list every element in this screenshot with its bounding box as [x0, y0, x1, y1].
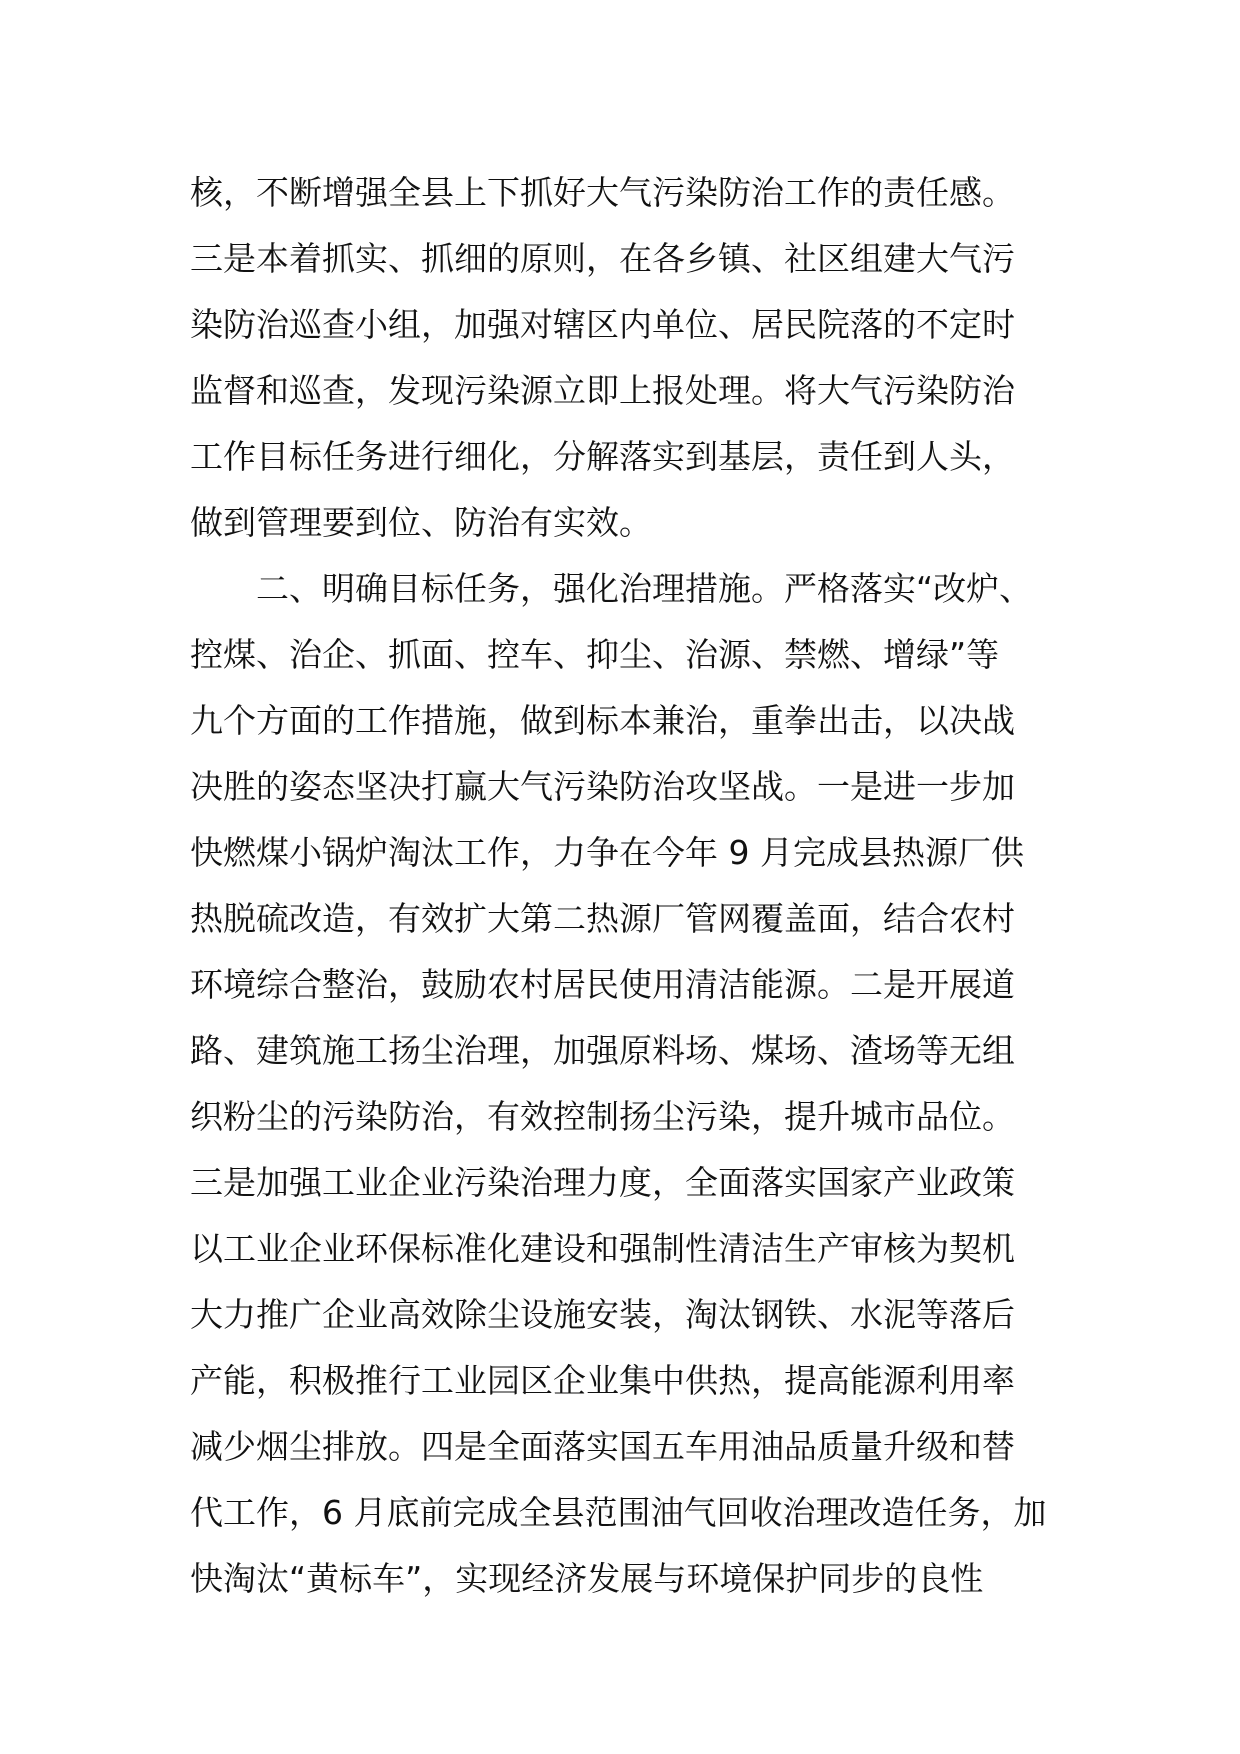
text-line: 以工业企业环保标准化建设和强制性清洁生产审核为契机	[190, 1229, 1015, 1268]
text-line: 快淘汰“黄标车”，实现经济发展与环境保护同步的良性	[190, 1559, 984, 1598]
text-line: 决胜的姿态坚决打赢大气污染防治攻坚战。一是进一步加	[190, 767, 1015, 806]
text-line: 工作目标任务进行细化，分解落实到基层，责任到人头，	[190, 437, 1015, 476]
text-line: 织粉尘的污染防治，有效控制扬尘污染，提升城市品位。	[190, 1097, 1015, 1136]
text-line: 快燃煤小锅炉淘汰工作，力争在今年 9 月完成县热源厂供	[190, 833, 1024, 872]
text-line: 二、明确目标任务，强化治理措施。严格落实“改炉、	[190, 569, 1033, 608]
body-text	[190, 160, 1090, 1612]
text-line: 监督和巡查，发现污染源立即上报处理。将大气污染防治	[190, 371, 1015, 410]
text-line: 路、建筑施工扬尘治理，加强原料场、煤场、渣场等无组	[190, 1031, 1015, 1070]
text-line: 三是加强工业企业污染治理力度，全面落实国家产业政策	[190, 1163, 1015, 1202]
text-line: 产能，积极推行工业园区企业集中供热，提高能源利用率	[190, 1361, 1015, 1400]
text-line: 三是本着抓实、抓细的原则，在各乡镇、社区组建大气污	[190, 239, 1015, 278]
text-line: 染防治巡查小组，加强对辖区内单位、居民院落的不定时	[190, 305, 1015, 344]
text-line: 大力推广企业高效除尘设施安装，淘汰钢铁、水泥等落后	[190, 1295, 1015, 1334]
text-line: 控煤、治企、抓面、控车、抑尘、治源、禁燃、增绿”等	[190, 635, 1000, 674]
text-line: 环境综合整治，鼓励农村居民使用清洁能源。二是开展道	[190, 965, 1015, 1004]
text-line: 减少烟尘排放。四是全面落实国五车用油品质量升级和替	[190, 1427, 1015, 1466]
text-line: 代工作，6 月底前完成全县范围油气回收治理改造任务，加	[190, 1493, 1047, 1532]
text-line: 核，不断增强全县上下抓好大气污染防治工作的责任感。	[190, 173, 1015, 212]
text-line: 九个方面的工作措施，做到标本兼治，重拳出击，以决战	[190, 701, 1015, 740]
text-line: 做到管理要到位、防治有实效。	[190, 503, 652, 542]
text-line: 热脱硫改造，有效扩大第二热源厂管网覆盖面，结合农村	[190, 899, 1015, 938]
